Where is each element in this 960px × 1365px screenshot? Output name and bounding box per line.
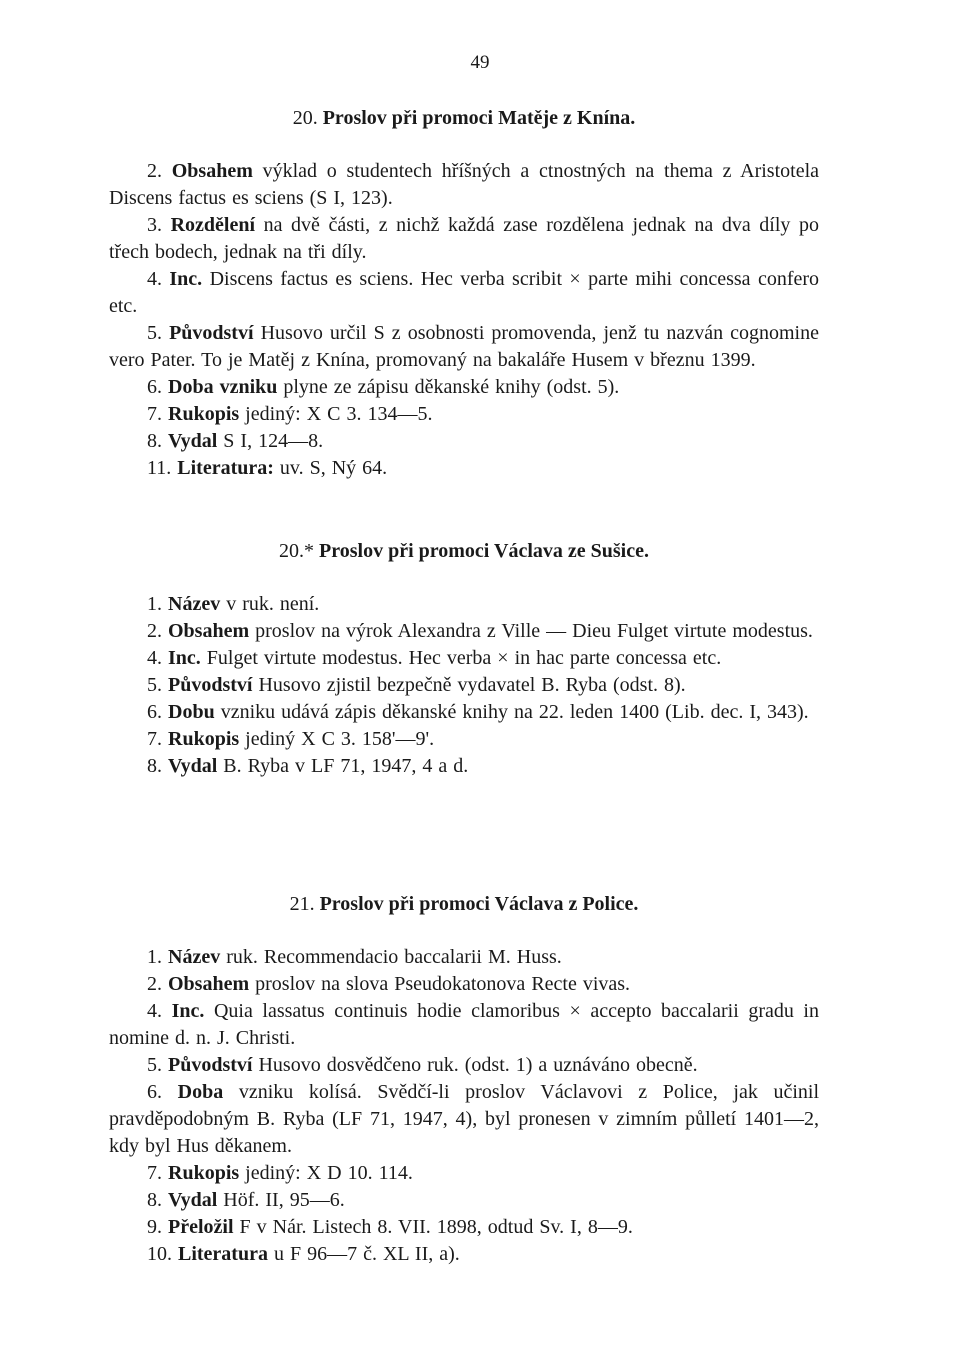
item-label: Inc. bbox=[168, 647, 201, 669]
item-text: proslov na slova Pseudokatonova Recte vivas. bbox=[249, 973, 631, 995]
item-text: v ruk. není. bbox=[220, 593, 320, 615]
item-number: 8. bbox=[147, 1189, 162, 1211]
list-item bbox=[109, 672, 819, 699]
list-item bbox=[109, 320, 819, 374]
item-text: vzniku kolísá. Svědčí-li proslov Václavovi z Police, jak učinil pravděpodobným B. Ryba (LF 71, 1947, 4), byl pronesen v zimním půlletí 1401—2, kdy byl Hus děkanem. bbox=[109, 1081, 820, 1157]
item-text: proslov na výrok Alexandra z Ville — Dieu Fulget virtute modestus. bbox=[249, 620, 813, 642]
item-label: Rukopis bbox=[168, 1162, 240, 1184]
item-text: výklad o studentech hříšných a ctnostných na thema z Aristotela Discens factus es sciens (S I, 123). bbox=[109, 160, 820, 209]
item-number: 7. bbox=[147, 403, 162, 425]
item-label: Rukopis bbox=[168, 403, 240, 425]
section-title bbox=[109, 890, 819, 918]
item-number: 2. bbox=[147, 620, 162, 642]
list-item bbox=[109, 1187, 819, 1214]
item-text: plyne ze zápisu děkanské knihy (odst. 5). bbox=[277, 376, 620, 398]
item-number: 6. bbox=[147, 1081, 162, 1103]
section-title bbox=[109, 104, 819, 132]
item-text: Quia lassatus continuis hodie clamoribus × accepto baccalarii gradu in nomine d. n. J. Christi. bbox=[109, 1000, 819, 1049]
item-text: B. Ryba v LF 71, 1947, 4 a d. bbox=[217, 755, 469, 777]
item-label: Obsahem bbox=[171, 160, 253, 182]
item-label: Doba bbox=[177, 1081, 224, 1103]
page-number: 49 bbox=[470, 52, 490, 73]
item-text: S I, 124—8. bbox=[217, 430, 324, 452]
item-text: jediný: X D 10. 114. bbox=[239, 1162, 413, 1184]
list-item bbox=[109, 428, 819, 455]
item-number: 4. bbox=[147, 1000, 162, 1022]
item-text: Husovo určil S z osobnosti promovenda, jenž tu nazván cognomine vero Pater. To je Matěj z Knína, promovaný na bakaláře Husem v březnu 1399. bbox=[109, 322, 819, 371]
item-text: Discens factus es sciens. Hec verba scribit × parte mihi concessa confero etc. bbox=[109, 268, 820, 317]
section-heading: Proslov při promoci Matěje z Knína. bbox=[322, 107, 636, 129]
item-text: na dvě části, z nichž každá zase rozdělena jednak na dva díly po třech bodech, jednak na tři díly. bbox=[109, 214, 819, 263]
item-number: 7. bbox=[147, 1162, 162, 1184]
item-text: F v Nár. Listech 8. VII. 1898, odtud Sv. I, 8—9. bbox=[233, 1216, 633, 1238]
list-item bbox=[109, 998, 819, 1052]
item-label: Název bbox=[168, 946, 221, 968]
item-label: Původství bbox=[168, 674, 253, 696]
item-text: Fulget virtute modestus. Hec verba × in hac parte concessa etc. bbox=[200, 647, 722, 669]
item-number: 4. bbox=[147, 268, 162, 290]
item-label: Rukopis bbox=[168, 728, 240, 750]
item-label: Literatura bbox=[178, 1243, 268, 1265]
item-label: Inc. bbox=[169, 268, 203, 290]
item-number: 2. bbox=[147, 973, 162, 995]
list-item bbox=[109, 401, 819, 428]
section-heading: Proslov při promoci Václava z Police. bbox=[319, 893, 639, 915]
list-item bbox=[109, 591, 819, 618]
item-number: 6. bbox=[147, 701, 162, 723]
list-item bbox=[109, 1214, 819, 1241]
list-item bbox=[109, 1052, 819, 1079]
item-number: 2. bbox=[147, 160, 162, 182]
item-text: Husovo zjistil bezpečně vydavatel B. Ryba (odst. 8). bbox=[252, 674, 686, 696]
section-heading: Proslov při promoci Václava ze Sušice. bbox=[319, 540, 649, 562]
section-21 bbox=[109, 890, 819, 1268]
item-text: Höf. II, 95—6. bbox=[217, 1189, 345, 1211]
item-label: Literatura: bbox=[177, 457, 274, 479]
item-text: vzniku udává zápis děkanské knihy na 22. leden 1400 (Lib. dec. I, 343). bbox=[214, 701, 809, 723]
item-label: Přeložil bbox=[168, 1216, 234, 1238]
item-label: Doba vzniku bbox=[168, 376, 278, 398]
list-item bbox=[109, 753, 819, 780]
item-number: 1. bbox=[147, 593, 162, 615]
list-item bbox=[109, 726, 819, 753]
item-label: Inc. bbox=[171, 1000, 205, 1022]
item-number: 8. bbox=[147, 430, 162, 452]
list-item bbox=[109, 944, 819, 971]
list-item bbox=[109, 374, 819, 401]
item-number: 8. bbox=[147, 755, 162, 777]
item-number: 9. bbox=[147, 1216, 162, 1238]
item-number: 3. bbox=[147, 214, 162, 236]
item-label: Obsahem bbox=[168, 973, 250, 995]
item-label: Vydal bbox=[168, 430, 218, 452]
section-number: 20. bbox=[292, 107, 318, 129]
item-text: u F 96—7 č. XL II, a). bbox=[267, 1243, 460, 1265]
item-label: Původství bbox=[169, 322, 254, 344]
section-title bbox=[109, 537, 819, 565]
item-number: 10. bbox=[147, 1243, 172, 1265]
item-number: 1. bbox=[147, 946, 162, 968]
list-item bbox=[109, 266, 819, 320]
section-number: 20.* bbox=[279, 540, 314, 562]
item-label: Dobu bbox=[168, 701, 215, 723]
section-number: 21. bbox=[289, 893, 315, 915]
list-item bbox=[109, 212, 819, 266]
item-text: jediný: X C 3. 134—5. bbox=[239, 403, 433, 425]
item-label: Vydal bbox=[168, 1189, 218, 1211]
item-label: Rozdělení bbox=[170, 214, 256, 236]
item-text: uv. S, Ný 64. bbox=[273, 457, 388, 479]
item-number: 7. bbox=[147, 728, 162, 750]
list-item bbox=[109, 971, 819, 998]
list-item bbox=[109, 699, 819, 726]
section-20-star bbox=[109, 537, 819, 780]
item-number: 6. bbox=[147, 376, 162, 398]
list-item bbox=[109, 455, 819, 482]
list-item bbox=[109, 1241, 819, 1268]
list-item bbox=[109, 1160, 819, 1187]
list-item bbox=[109, 158, 819, 212]
list-item bbox=[109, 645, 819, 672]
item-text: Husovo dosvědčeno ruk. (odst. 1) a uznáváno obecně. bbox=[252, 1054, 698, 1076]
item-number: 5. bbox=[147, 322, 162, 344]
item-number: 5. bbox=[147, 1054, 162, 1076]
item-label: Původství bbox=[168, 1054, 253, 1076]
item-label: Vydal bbox=[168, 755, 218, 777]
section-20 bbox=[109, 104, 819, 482]
item-number: 11. bbox=[147, 457, 172, 479]
item-label: Název bbox=[168, 593, 221, 615]
list-item bbox=[109, 618, 819, 645]
item-number: 5. bbox=[147, 674, 162, 696]
item-label: Obsahem bbox=[168, 620, 250, 642]
item-text: ruk. Recommendacio baccalarii M. Huss. bbox=[220, 946, 562, 968]
item-text: jediný X C 3. 158'—9'. bbox=[239, 728, 435, 750]
list-item bbox=[109, 1079, 819, 1160]
item-number: 4. bbox=[147, 647, 162, 669]
